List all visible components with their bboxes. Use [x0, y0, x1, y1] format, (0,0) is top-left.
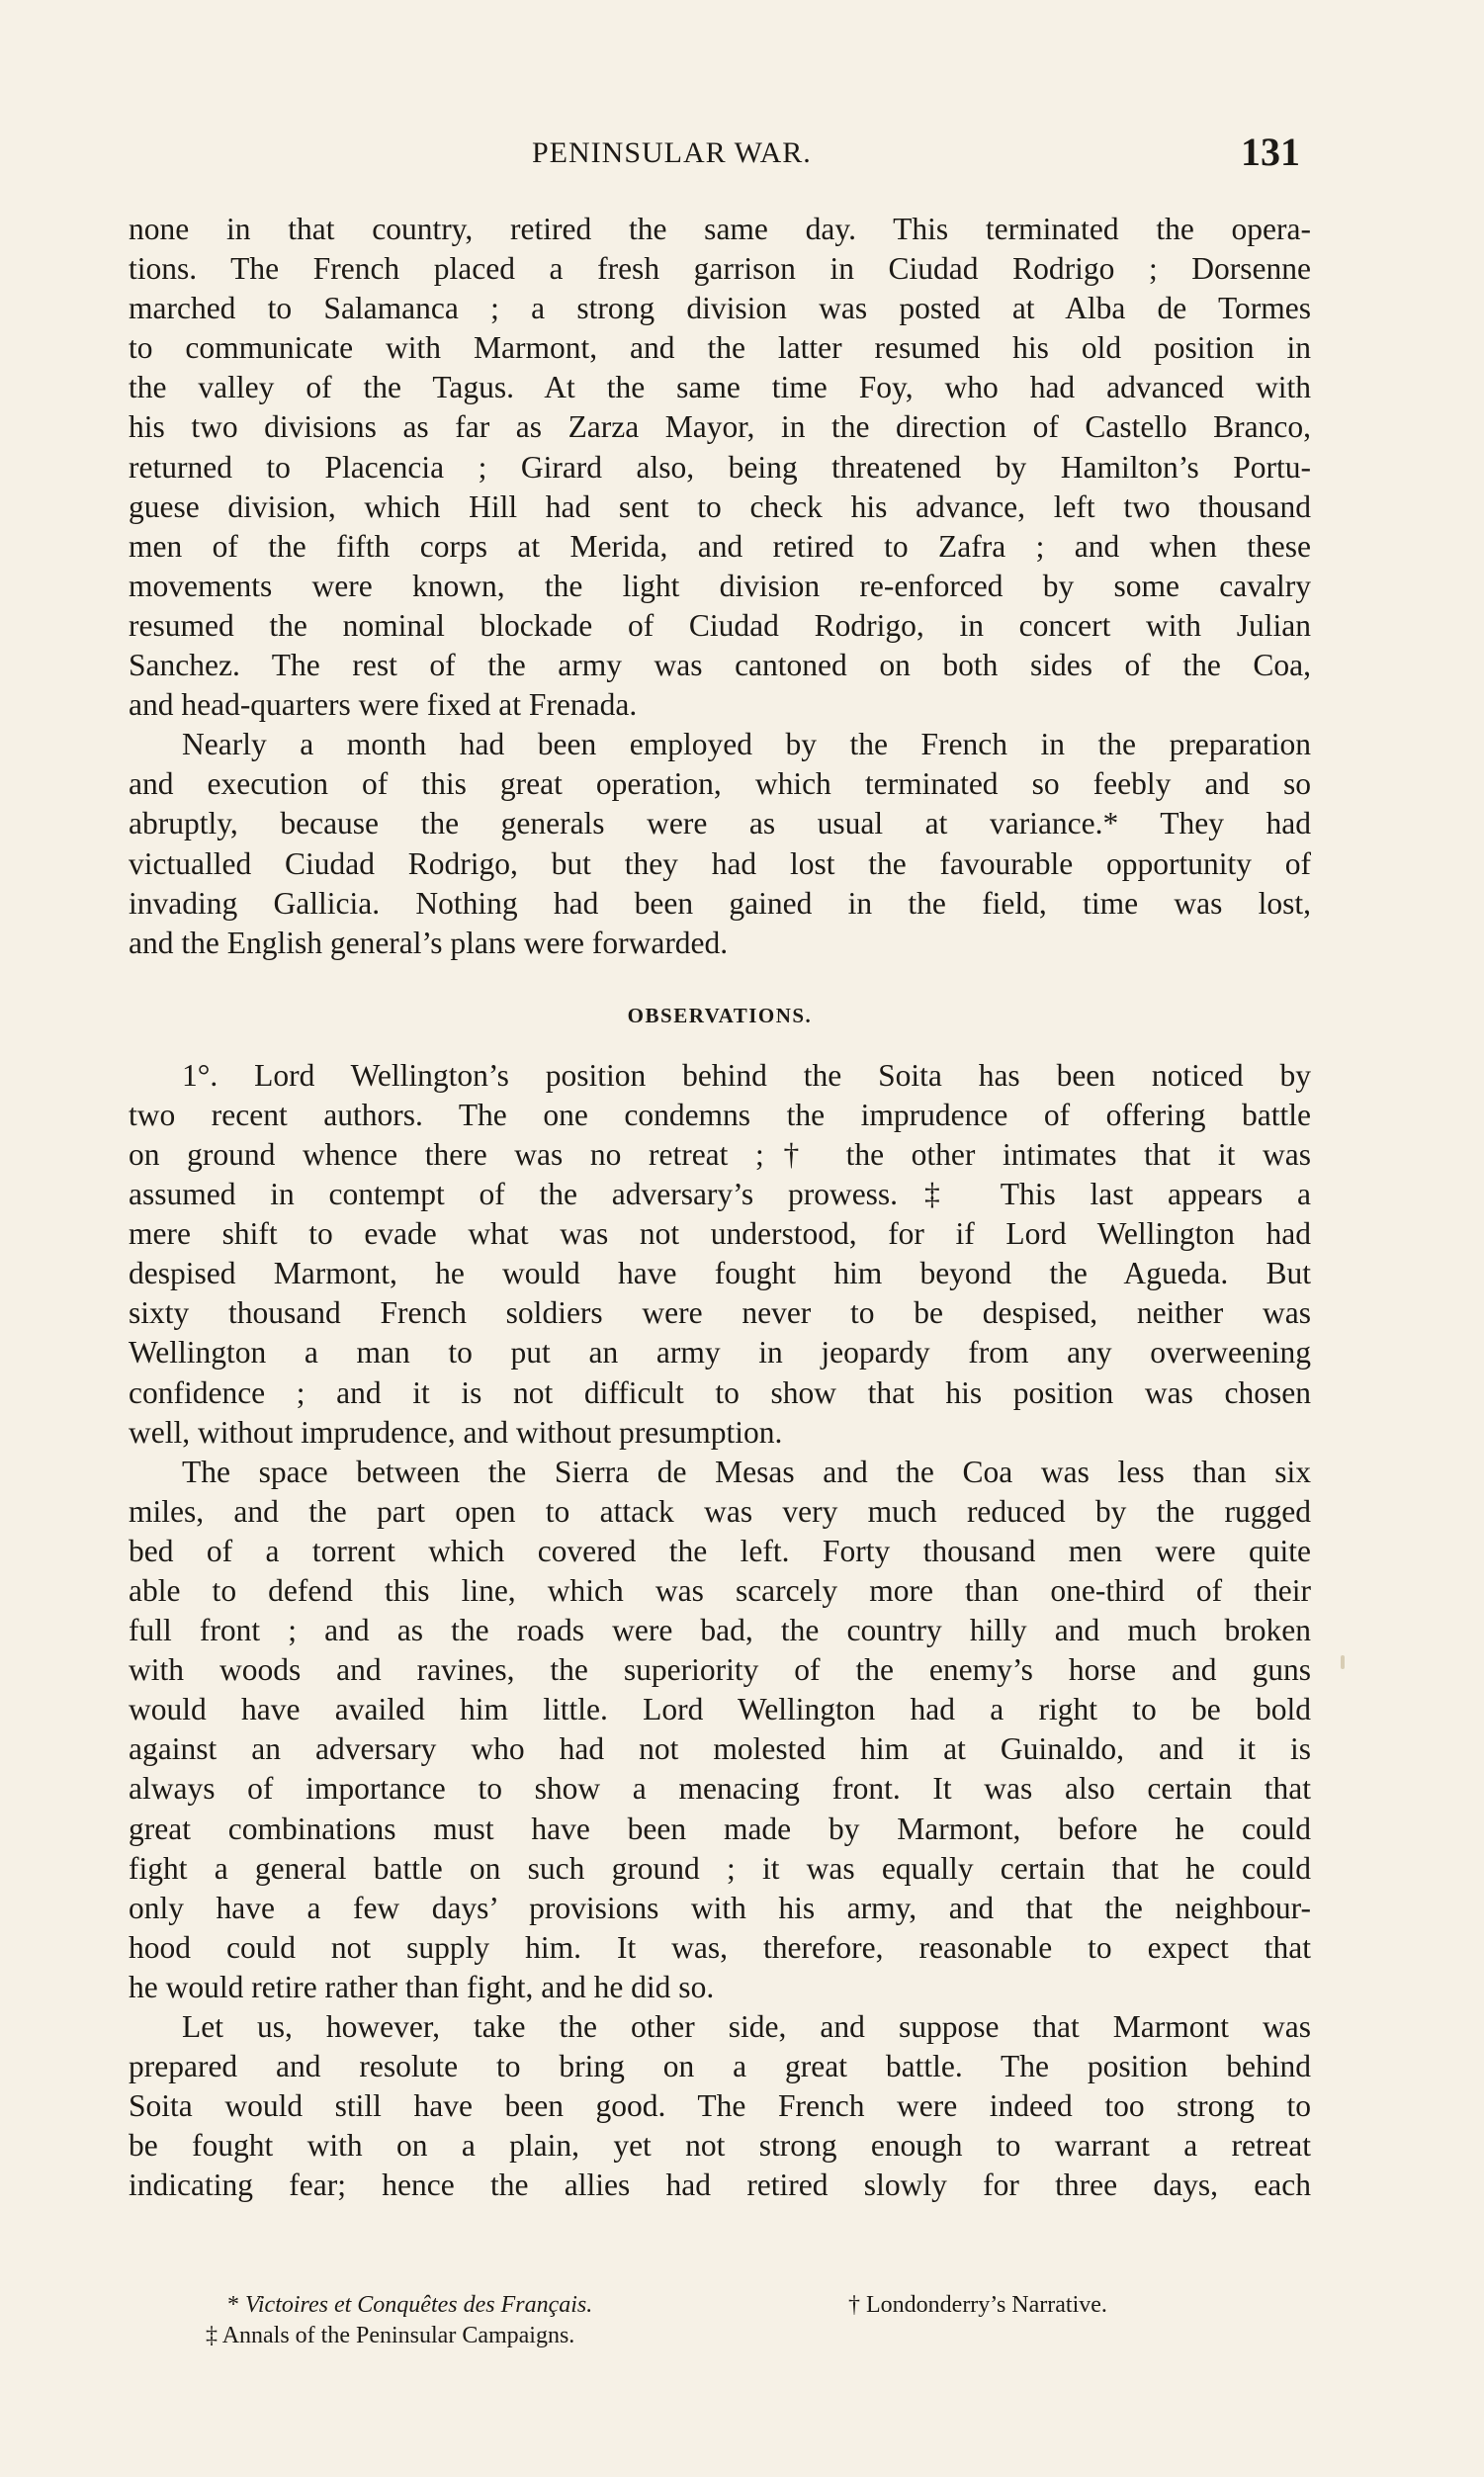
text-line: guese division, which Hill had sent to check his advance, left two thousand — [129, 488, 1311, 524]
paragraph-2 — [129, 725, 1311, 963]
text-line: The space between the Sierra de Mesas and the Coa was less than six — [182, 1454, 1311, 1489]
text-line: returned to Placencia ; Girard also, being threatened by Hamilton’s Portu- — [129, 449, 1311, 485]
text-line: full front ; and as the roads were bad, the country hilly and much broken — [129, 1613, 1311, 1648]
text-line: against an adversary who had not molested him at Guinaldo, and it is — [129, 1731, 1311, 1767]
footnote-text: Annals of the Peninsular Campaigns. — [221, 2323, 575, 2348]
text-line: assumed in contempt of the adversary’s prowess.‡ This last appears a — [129, 1177, 1311, 1212]
paragraph-4 — [129, 1453, 1311, 2007]
text-line: fight a general battle on such ground ; it was equally certain that he could — [129, 1850, 1311, 1886]
running-head: PENINSULAR WAR. — [532, 136, 812, 169]
footnote-mark: ‡ — [206, 2323, 218, 2348]
footnote-londonderry — [848, 2290, 1107, 2321]
footnote-mark: † — [848, 2292, 860, 2318]
text-line: well, without imprudence, and without presumption. — [129, 1414, 783, 1450]
footnote-text: Londonderry’s Narrative. — [866, 2292, 1107, 2318]
paragraph-1 — [129, 210, 1311, 725]
text-line: and head-quarters were fixed at Frenada. — [129, 687, 638, 723]
text-line: invading Gallicia. Nothing had been gained in the field, time was lost, — [129, 885, 1311, 921]
paragraph-5 — [129, 2007, 1311, 2205]
text-line: confidence ; and it is not difficult to show that his position was chosen — [129, 1374, 1311, 1410]
paper-blemish — [1341, 1655, 1345, 1669]
text-line: hood could not supply him. It was, therefore, reasonable to expect that — [129, 1929, 1311, 1965]
text-line: tions. The French placed a fresh garrison in Ciudad Rodrigo ; Dorsenne — [129, 251, 1311, 287]
text-line: his two divisions as far as Zarza Mayor, in the direction of Castello Branco, — [129, 409, 1311, 445]
text-line: resumed the nominal blockade of Ciudad Rodrigo, in concert with Julian — [129, 607, 1311, 643]
footnote-victoires — [227, 2290, 592, 2321]
text-line: Wellington a man to put an army in jeopardy from any overweening — [129, 1335, 1311, 1371]
text-line: abruptly, because the generals were as usual at variance.* They had — [129, 806, 1311, 841]
page-number: 131 — [1241, 130, 1300, 174]
text-line: marched to Salamanca ; a strong division was posted at Alba de Tormes — [129, 291, 1311, 326]
text-line: to communicate with Marmont, and the latter resumed his old position in — [129, 330, 1311, 366]
text-line: prepared and resolute to bring on a great battle. The position behind — [129, 2049, 1311, 2084]
text-line: on ground whence there was no retreat ;† the other intimates that it was — [129, 1136, 1311, 1172]
text-line: men of the fifth corps at Merida, and retired to Zafra ; and when these — [129, 528, 1311, 564]
text-line: Nearly a month had been employed by the French in the preparation — [182, 727, 1311, 762]
text-line: only have a few days’ provisions with his army, and that the neighbour- — [129, 1890, 1311, 1925]
text-line: Let us, however, take the other side, and suppose that Marmont was — [182, 2009, 1311, 2045]
text-line: be fought with on a plain, yet not strong enough to warrant a retreat — [129, 2128, 1311, 2164]
text-line: he would retire rather than fight, and he did so. — [129, 1969, 715, 2004]
text-line: none in that country, retired the same day. This terminated the opera- — [129, 212, 1311, 246]
text-line: able to defend this line, which was scarcely more than one-third of their — [129, 1573, 1311, 1608]
text-line: Soita would still have been good. The French were indeed too strong to — [129, 2088, 1311, 2124]
footnote-text: Victoires et Conquêtes des Français. — [245, 2292, 593, 2318]
text-line: would have availed him little. Lord Wellington had a right to be bold — [129, 1692, 1311, 1727]
footnote-annals — [206, 2321, 574, 2351]
text-line: two recent authors. The one condemns the imprudence of offering battle — [129, 1097, 1311, 1132]
section-heading: OBSERVATIONS. — [627, 1003, 813, 1027]
body-text — [129, 210, 1311, 2206]
text-line: great combinations must have been made by Marmont, before he could — [129, 1811, 1311, 1846]
text-line: always of importance to show a menacing front. It was also certain that — [129, 1771, 1311, 1807]
text-line: bed of a torrent which covered the left. Forty thousand men were quite — [129, 1533, 1311, 1568]
text-line: and execution of this great operation, which terminated so feebly and so — [129, 766, 1311, 802]
text-line: mere shift to evade what was not understood, for if Lord Wellington had — [129, 1216, 1311, 1252]
text-line: victualled Ciudad Rodrigo, but they had lost the favourable opportunity of — [129, 845, 1311, 881]
text-line: 1°. Lord Wellington’s position behind the Soita has been noticed by — [182, 1057, 1311, 1093]
text-line: with woods and ravines, the superiority of the enemy’s horse and guns — [129, 1652, 1311, 1688]
text-line: the valley of the Tagus. At the same time Foy, who had advanced with — [129, 370, 1311, 405]
text-line: Sanchez. The rest of the army was cantoned on both sides of the Coa, — [129, 648, 1311, 683]
text-line: indicating fear; hence the allies had retired slowly for three days, each — [129, 2167, 1311, 2203]
text-line: and the English general’s plans were forwarded. — [129, 925, 729, 960]
text-line: despised Marmont, he would have fought him beyond the Agueda. But — [129, 1256, 1311, 1291]
footnote-mark: * — [227, 2292, 239, 2318]
text-line: miles, and the part open to attack was very much reduced by the rugged — [129, 1493, 1311, 1529]
paragraph-3 — [129, 1056, 1311, 1453]
text-line: sixty thousand French soldiers were never to be despised, neither was — [129, 1295, 1311, 1331]
text-line: movements were known, the light division re-enforced by some cavalry — [129, 568, 1311, 603]
